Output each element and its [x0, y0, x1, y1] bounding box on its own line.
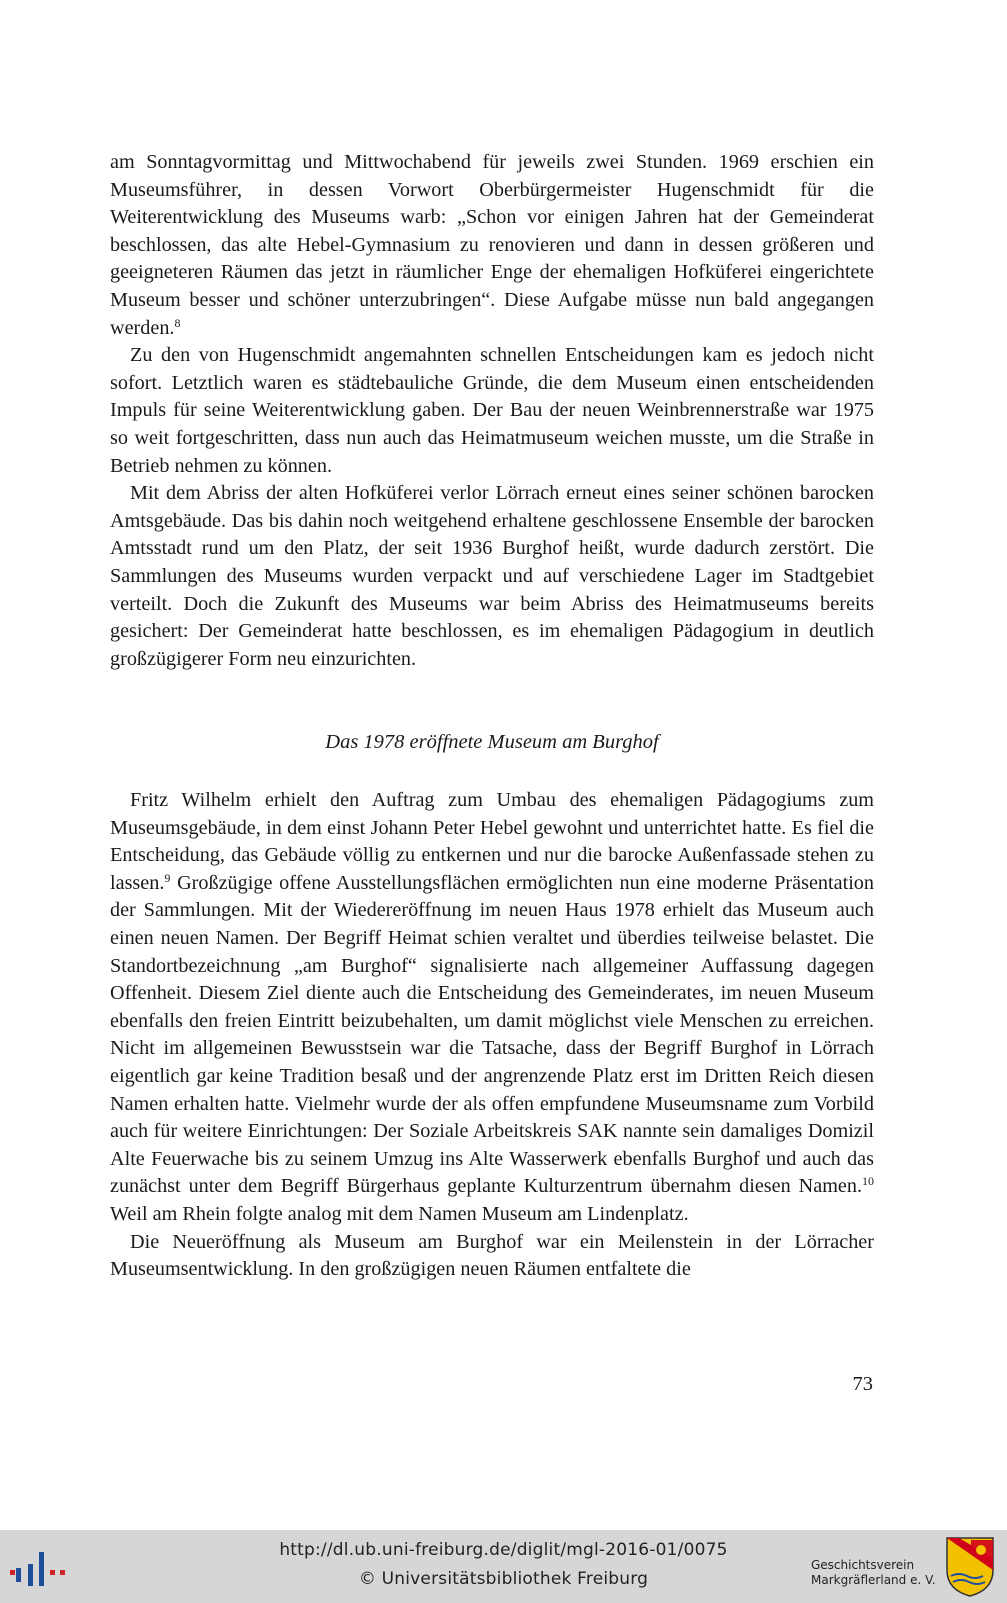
viewer-footer: [0, 1530, 1007, 1603]
footnote-reference: 8: [174, 315, 181, 330]
paragraph: Zu den von Hugenschmidt angemahnten schnellen Entscheidungen kam es jedoch nicht sofort. Letztlich waren es städtebauliche Gründe, die dem Museum einen entscheidenden Impuls für seine Weiterentwicklung gaben. Der Bau der neuen Weinbrennerstraße war 1975 so weit fortgeschritten, dass nun auch das Heimatmuseum weichen musste, um die Straße in Betrieb nehmen zu können.: [110, 344, 874, 477]
markgraeflerland-crest-icon[interactable]: [945, 1536, 995, 1598]
society-line: Markgräflerland e. V.: [811, 1573, 936, 1587]
paragraph: Die Neueröffnung als Museum am Burghof war ein Meilenstein in der Lörracher Museumsentwicklung. In den großzügigen neuen Räumen entfaltete die: [110, 1230, 874, 1281]
page-number: 73: [852, 1373, 873, 1395]
text-block-top: [110, 149, 874, 673]
paragraph: [110, 149, 874, 342]
paragraph-text: Großzügige offene Ausstellungsflächen ermöglichten nun eine moderne Präsentation der Sammlungen. Mit der Wiedereröffnung im neuen Haus 1978 erhielt das Museum auch einen neuen Namen. Der Begriff Heimat schien veraltet und überdies teilweise belastet. Die Standortbezeichnung „am Burghof“ signalisierte nach allgemeiner Auffassung dagegen Offenheit. Diesem Ziel diente auch die Entscheidung des Gemeinderates, im neuen Museum ebenfalls den freien Eintritt beizubehalten, um damit möglichst viele Menschen zu erreichen. Nicht im allgemeinen Bewusstsein war die Tatsache, dass der Begriff Burghof in Lörrach eigentlich gar keine Tradition besaß und der angrenzende Platz erst im Dritten Reich diesen Namen erhalten hatte. Vielmehr wurde der als offen empfundene Museumsname zum Vorbild auch für weitere Einrichtungen: Der Soziale Arbeitskreis SAK nannte sein damaliges Domizil Alte Feuerwache bis zu seinem Umzug ins Alte Wasserwerk ebenfalls Burghof und auch das zunächst unter dem Begriff Bürgerhaus geplante Kulturzentrum übernahm diesen Namen.: [110, 871, 874, 1198]
permalink-url[interactable]: http://dl.ub.uni-freiburg.de/diglit/mgl-2016-01/0075: [279, 1540, 728, 1560]
footnote-reference: 9: [164, 870, 171, 885]
society-name: [811, 1558, 936, 1588]
society-line: Geschichtsverein: [811, 1558, 915, 1572]
paragraph-text: Fritz Wilhelm erhielt den Auftrag zum Umbau des ehemaligen Pädagogiums zum Museumsgebäude, in dem einst Johann Peter Hebel gewohnt und unterrichtet hatte. Es fiel die Entscheidung, das Gebäude völlig zu entkernen und nur die barocke Außenfassade stehen zu lassen.: [110, 789, 874, 894]
copyright-notice: © Universitätsbibliothek Freiburg: [358, 1569, 649, 1589]
footnote-reference: 10: [862, 1174, 874, 1189]
section-heading: Das 1978 eröffnete Museum am Burghof: [325, 731, 659, 753]
text-block-bottom: [110, 787, 874, 1284]
paragraph-text: am Sonntagvormittag und Mittwochabend für jeweils zwei Stunden. 1969 erschien ein Museumsführer, in dessen Vorwort Oberbürgermeister Hugenschmidt für die Weiterentwicklung des Museums warb: „Schon vor einigen Jahren hat der Gemeinderat beschlossen, das alte Hebel-Gymnasium zu renovieren und dann in dessen größeren und geeigneteren Räumen das jetzt in räumlicher Enge der ehemaligen Hofküferei eingerichtete Museum besser und schöner unterzubringen“. Diese Aufgabe müsse nun bald angegangen werden.: [110, 151, 874, 339]
paragraph: [110, 787, 874, 1229]
paragraph: Mit dem Abriss der alten Hofküferei verlor Lörrach erneut eines seiner schönen barocken Amtsgebäude. Das bis dahin noch weitgehend erhaltene geschlossene Ensemble der barocken Amtsstadt rund um den Platz, der seit 1936 Burghof heißt, wurde dadurch zerstört. Die Sammlungen des Museums wurden verpackt und auf verschiedene Lager im Stadtgebiet verteilt. Doch die Zukunft des Museums war beim Abriss des Heimatmuseums bereits gesichert: Der Gemeinderat hatte beschlossen, es im ehemaligen Pädagogium in deutlich großzügigerer Form neu einzurichten.: [110, 482, 874, 670]
paragraph-text: Weil am Rhein folgte analog mit dem Namen Museum am Lindenplatz.: [110, 1202, 689, 1225]
